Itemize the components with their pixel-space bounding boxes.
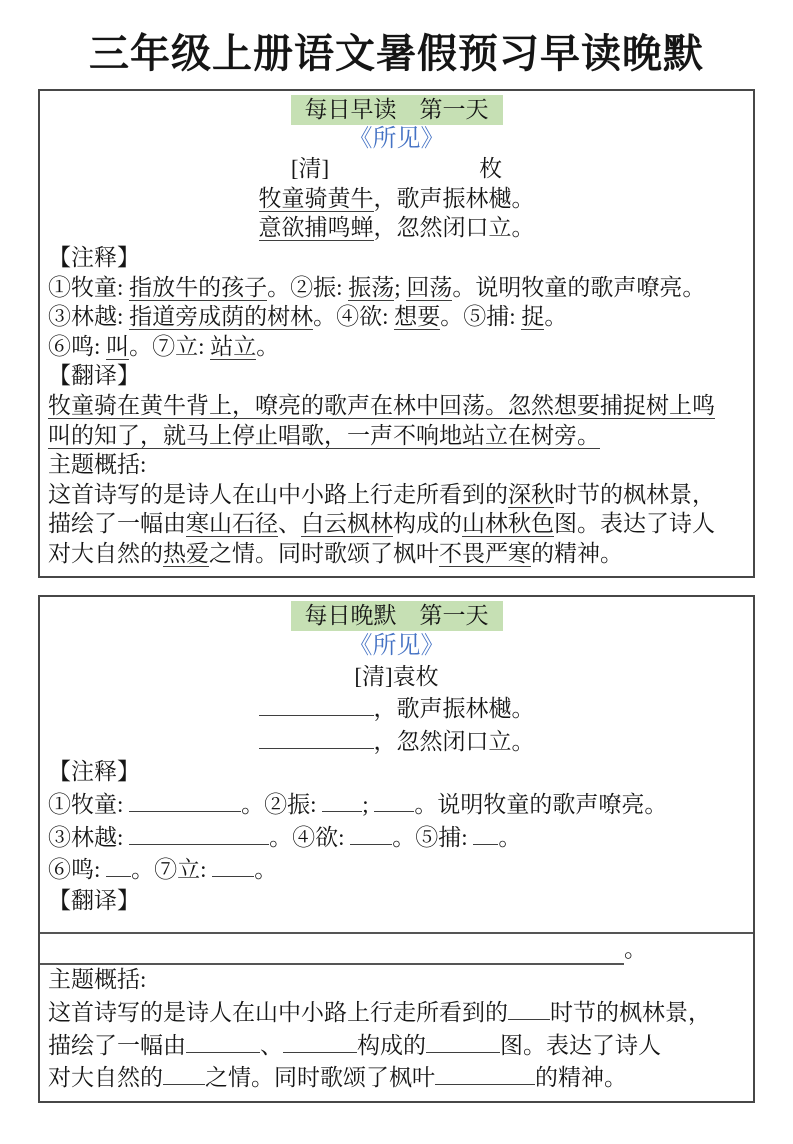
morning-badge: 每日早读 第一天 <box>291 95 503 125</box>
author-dynasty: [清] <box>290 156 330 182</box>
fill-blank <box>322 788 362 812</box>
text-run: 。⑦立: <box>129 333 211 359</box>
morning-poem-title: 《所见》 <box>348 125 445 152</box>
answer-underlined: 不畏严寒 <box>439 540 531 566</box>
text-run: 这首诗写的是诗人在山中小路上行走所看到的 <box>48 481 508 507</box>
evening-poem-line-2 <box>48 725 745 758</box>
text-run: 构成的 <box>357 1032 426 1058</box>
text-run: 的精神。 <box>535 1065 627 1091</box>
fill-blank <box>259 725 374 749</box>
evening-poem-title: 《所见》 <box>348 633 445 660</box>
text-run: 、 <box>278 511 301 537</box>
answer-underlined: 站立 <box>210 333 257 359</box>
morning-note-line-3 <box>48 332 745 362</box>
answer-underlined: 振荡 <box>348 274 395 300</box>
evening-theme-line-3 <box>48 1061 745 1094</box>
answer-underlined: 白云枫林 <box>301 511 393 537</box>
evening-author-line: [清]袁枚 <box>354 663 439 689</box>
text-run: 时节的枫林景， <box>550 1000 711 1026</box>
text-run: 。 <box>254 857 278 883</box>
text-run: 。说明牧童的歌声嘹亮。 <box>414 792 668 818</box>
text-run: 。⑤捕: <box>440 304 522 330</box>
translation-text-underlined: 叫的知了，就马上停止唱歌，一声不响地站立在树旁。 <box>48 422 600 448</box>
morning-note-line-2 <box>48 302 745 332</box>
text-run: 的精神。 <box>531 540 623 566</box>
section-morning-reading <box>38 89 755 578</box>
section-evening-dictation <box>38 595 755 1103</box>
text-run: ⑥鸣: <box>48 857 107 883</box>
answer-underlined: 捉 <box>521 304 545 330</box>
poem-text-underlined: 牧童骑黄牛 <box>258 185 374 211</box>
evening-note-line-3 <box>48 853 745 886</box>
answer-underlined: 回荡 <box>406 274 453 300</box>
text-run: 。 <box>498 824 522 850</box>
morning-theme-line-2 <box>48 509 745 539</box>
fill-blank <box>129 788 241 812</box>
text-run: 。⑦立: <box>131 857 213 883</box>
text-run: 。 <box>544 304 568 330</box>
text-run: 、 <box>260 1032 283 1058</box>
morning-theme-line-3 <box>48 539 745 569</box>
answer-underlined: 热爱 <box>163 540 209 566</box>
morning-note-line-1 <box>48 273 745 303</box>
answer-underlined: 深秋 <box>508 481 554 507</box>
evening-note-line-1 <box>48 788 745 821</box>
translation-blank-line-1 <box>40 916 753 934</box>
text-run: 描绘了一幅由 <box>48 511 186 537</box>
text-run: 之情。同时歌颂了枫叶 <box>205 1065 435 1091</box>
text-run: 。②振: <box>241 792 323 818</box>
morning-translation-line-1 <box>48 391 745 421</box>
morning-translation-line-2 <box>48 421 745 451</box>
text-run: 之情。同时歌颂了枫叶 <box>209 540 439 566</box>
evening-poem-line-1 <box>48 692 745 725</box>
evening-theme-line-1 <box>48 996 745 1029</box>
evening-note-line-2 <box>48 821 745 854</box>
evening-theme-label: 主题概括: <box>48 967 147 993</box>
answer-underlined: 寒山石径 <box>186 511 278 537</box>
text-run: ①牧童: <box>48 274 130 300</box>
fill-blank <box>283 1029 357 1053</box>
text-run: 。 <box>624 936 647 962</box>
morning-poem-line-2 <box>48 213 745 243</box>
evening-translation-line-2 <box>48 934 745 965</box>
poem-text: ，忽然闭口立。 <box>373 215 535 241</box>
evening-badge-row <box>48 601 745 632</box>
fill-blank <box>374 788 414 812</box>
evening-notes-label: 【注释】 <box>48 759 140 785</box>
translation-blank-line-2 <box>40 934 624 965</box>
fill-blank <box>508 996 550 1020</box>
fill-blank <box>435 1061 535 1085</box>
text-run: 图。表达了诗人 <box>554 511 715 537</box>
poem-text: ，歌声振林樾。 <box>373 696 535 722</box>
fill-blank <box>259 692 374 716</box>
text-run: 图。表达了诗人 <box>500 1032 661 1058</box>
morning-badge-row <box>48 95 745 125</box>
morning-poem-line-1 <box>48 184 745 214</box>
text-run: 对大自然的 <box>48 1065 163 1091</box>
morning-theme-line-1 <box>48 480 745 510</box>
text-run: ③林越: <box>48 304 130 330</box>
fill-blank <box>212 853 254 877</box>
morning-translation-label: 【翻译】 <box>48 363 140 389</box>
text-run: 。②振: <box>267 274 349 300</box>
text-run: 。④欲: <box>269 824 351 850</box>
fill-blank <box>473 821 498 845</box>
text-run: 描绘了一幅由 <box>48 1032 186 1058</box>
text-run: 时节的枫林景， <box>554 481 715 507</box>
answer-underlined: 指道旁成荫的树林 <box>129 304 314 330</box>
fill-blank <box>106 853 131 877</box>
fill-blank <box>163 1061 205 1085</box>
evening-badge: 每日晚默 第一天 <box>291 601 503 632</box>
answer-underlined: 叫 <box>106 333 130 359</box>
morning-author-line <box>48 154 745 184</box>
text-run: 。说明牧童的歌声嘹亮。 <box>452 274 706 300</box>
answer-underlined: 指放牛的孩子 <box>129 274 268 300</box>
fill-blank <box>350 821 392 845</box>
evening-theme-line-2 <box>48 1029 745 1062</box>
poem-text-underlined: 意欲捕鸣蝉 <box>258 215 374 241</box>
answer-underlined: 山林秋色 <box>462 511 554 537</box>
evening-translation-label: 【翻译】 <box>48 887 140 913</box>
poem-text: ，歌声振林樾。 <box>373 185 535 211</box>
translation-text-underlined: 牧童骑在黄牛背上，嘹亮的歌声在林中回荡。忽然想要捕捉树上鸣 <box>48 392 715 418</box>
answer-underlined: 想要 <box>394 304 441 330</box>
page-title: 三年级上册语文暑假预习早读晚默 <box>89 31 704 76</box>
text-run: 对大自然的 <box>48 540 163 566</box>
text-run: 这首诗写的是诗人在山中小路上行走所看到的 <box>48 1000 508 1026</box>
text-run: ③林越: <box>48 824 130 850</box>
morning-notes-label: 【注释】 <box>48 244 140 270</box>
text-run: 。 <box>256 333 280 359</box>
worksheet-page <box>0 22 793 1103</box>
text-run: ⑥鸣: <box>48 333 107 359</box>
author-name-fragment: 枚 <box>479 156 503 182</box>
text-run: 构成的 <box>393 511 462 537</box>
text-run: 。④欲: <box>313 304 395 330</box>
fill-blank <box>186 1029 260 1053</box>
fill-blank <box>426 1029 500 1053</box>
text-run: ; <box>394 274 407 300</box>
text-run: ; <box>362 792 375 818</box>
text-run: 。⑤捕: <box>392 824 474 850</box>
fill-blank <box>129 821 269 845</box>
poem-text: ，忽然闭口立。 <box>373 728 535 754</box>
morning-theme-label: 主题概括: <box>48 452 147 478</box>
text-run: ①牧童: <box>48 792 130 818</box>
